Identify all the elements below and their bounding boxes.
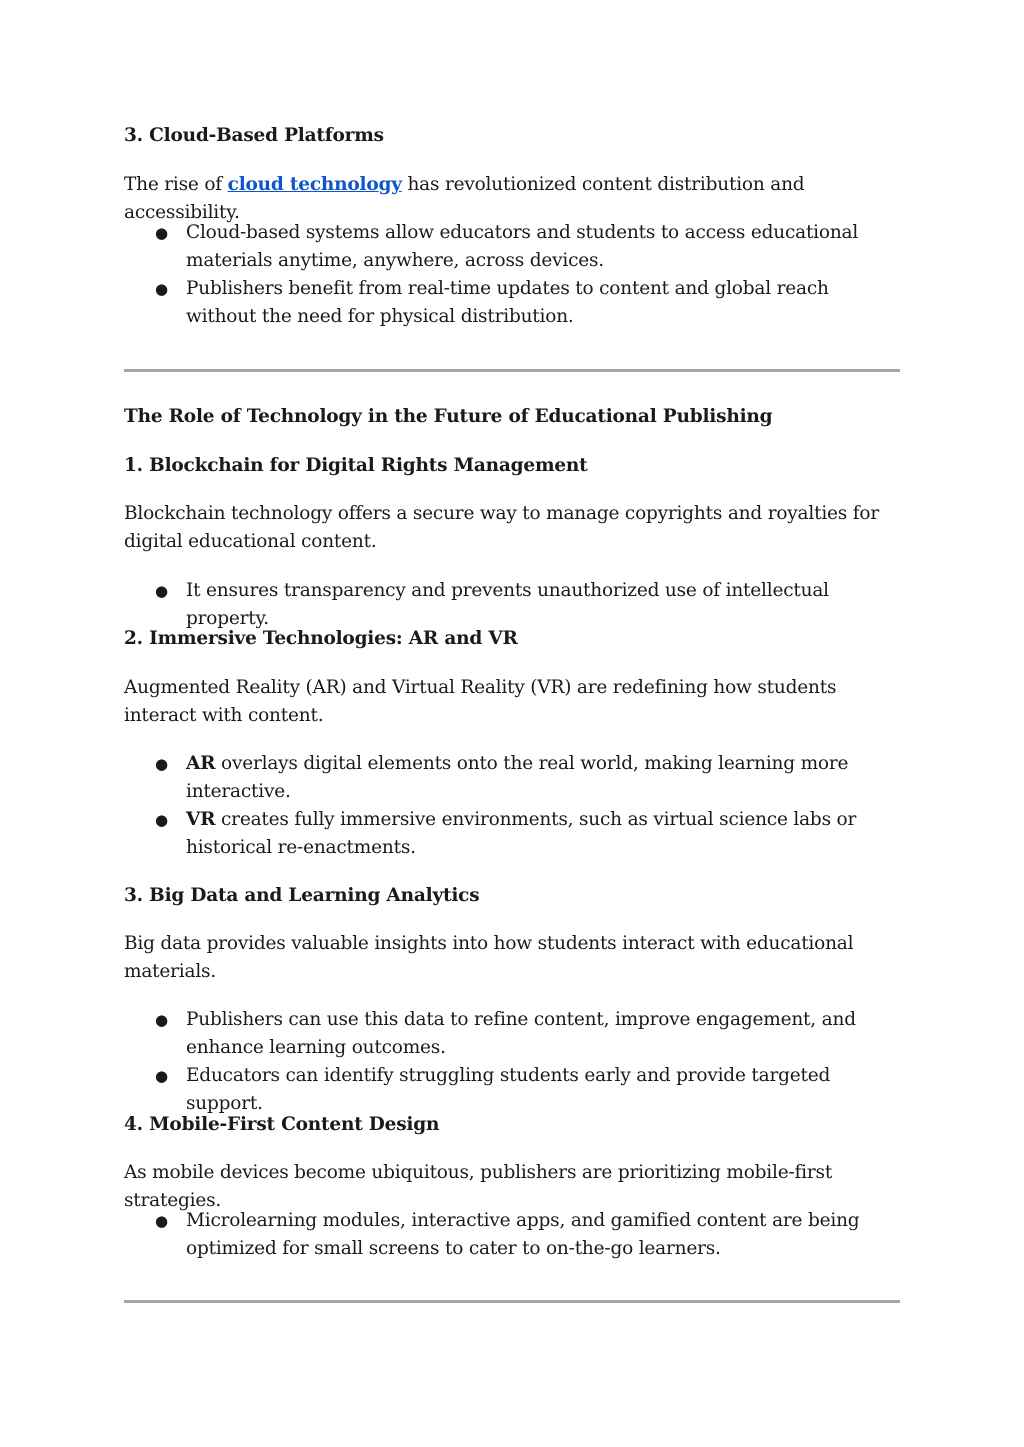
vr-description: creates fully immersive environments, such as virtual science labs or historical re-enactments. [186, 809, 857, 858]
ar-description: overlays digital elements onto the real world, making learning more interactive. [186, 753, 849, 802]
list-item [124, 806, 900, 862]
section-heading-big-data: 3. Big Data and Learning Analytics [124, 885, 480, 906]
list-item: ● It ensures transparency and prevents unauthorized use of intellectual property. [124, 577, 900, 633]
list-item: ● Educators can identify struggling students early and provide targeted support. [124, 1062, 900, 1118]
immersive-intro-paragraph: Augmented Reality (AR) and Virtual Reality (VR) are redefining how students interact with content. [124, 677, 837, 726]
list-item: ● Microlearning modules, interactive apps, and gamified content are being optimized for small screens to cater to on-the-go learners. [124, 1207, 900, 1263]
big-data-bullet-list [124, 1006, 900, 1118]
section-heading-blockchain: 1. Blockchain for Digital Rights Management [124, 455, 588, 476]
horizontal-divider [124, 369, 900, 372]
section-heading-immersive: 2. Immersive Technologies: AR and VR [124, 628, 518, 649]
section-title-role-of-technology: The Role of Technology in the Future of Educational Publishing [124, 406, 773, 427]
cloud-intro-text-before: The rise of [124, 174, 228, 195]
list-item [124, 750, 900, 806]
cloud-bullet-list [124, 219, 900, 331]
mobile-intro-paragraph: As mobile devices become ubiquitous, publishers are prioritizing mobile-first strategies. [124, 1162, 833, 1211]
section-heading-cloud-platforms: 3. Cloud-Based Platforms [124, 125, 384, 146]
list-item: ● Cloud-based systems allow educators and students to access educational materials anytime, anywhere, across devices. [124, 219, 900, 275]
blockchain-intro-paragraph: Blockchain technology offers a secure way to manage copyrights and royalties for digital educational content. [124, 503, 879, 552]
list-item: ● Publishers benefit from real-time updates to content and global reach without the need for physical distribution. [124, 275, 900, 331]
vr-term: VR [186, 809, 216, 830]
big-data-intro-paragraph: Big data provides valuable insights into how students interact with educational materials. [124, 933, 854, 982]
cloud-intro-text-after: has revolutionized content distribution and accessibility. [124, 174, 805, 223]
cloud-technology-link[interactable]: cloud technology [227, 174, 402, 195]
ar-term: AR [186, 753, 216, 774]
mobile-bullet-list [124, 1207, 900, 1263]
horizontal-divider [124, 1300, 900, 1303]
immersive-bullet-list [124, 750, 900, 862]
list-item: ● Publishers can use this data to refine content, improve engagement, and enhance learning outcomes. [124, 1006, 900, 1062]
section-heading-mobile-first: 4. Mobile-First Content Design [124, 1114, 440, 1135]
